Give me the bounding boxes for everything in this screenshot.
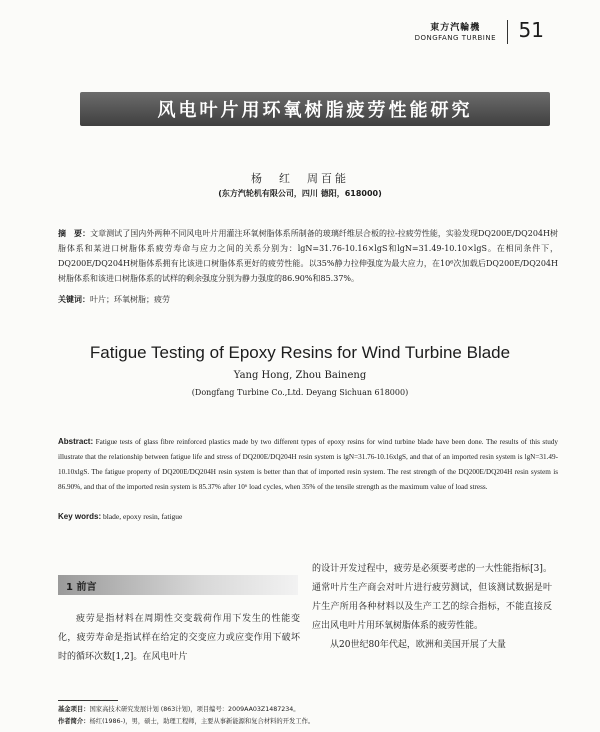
authors-en: Yang Hong, Zhou Baineng [233,370,367,381]
footnote-author [58,716,558,725]
affiliation-en: (Dongfang Turbine Co.,Ltd. Deyang Sichuan 618000) [191,388,409,397]
journal-name-cn: 東方汽輪機 [430,23,481,33]
page-number: 51 [518,18,544,42]
abstract-cn-text: 文章测试了国内外两种不同风电叶片用灌注环氧树脂体系所制备的玻璃纤维层合板的拉-拉疲劳性能，实验发现DQ200E/DQ204H树脂体系和某进口树脂体系疲劳寿命与应力之间的关系分别为：lgN=31.76-10.16×lgS和lgN=31.49-10.10×lgS。在相同条件下，DQ200E/DQ204H树脂体系拥有比该进口树脂体系更好的疲劳性能。以35%静力拉伸强度为最大应力，在10⁶次加载后DQ200E/DQ204H树脂体系和该进口树脂体系的试样的剩余强度分别为静力强度的86.90%和85.37%。 [58,229,559,283]
footnote-author-label: 作者简介： [58,718,90,725]
abstract-cn-label: 摘 要： [58,229,91,238]
abstract-cn [58,226,558,286]
keywords-cn-text: 叶片；环氧树脂；疲劳 [90,295,170,304]
footnote-fund [58,704,558,713]
footnote-rule [58,700,118,701]
body-right-paragraph-2: 从20世纪80年代起，欧洲和美国开展了大量 [330,640,506,650]
abstract-en [58,434,558,495]
journal-name-en: DONGFANG TURBINE [414,34,496,42]
paper-title-en: Fatigue Testing of Epoxy Resins for Wind Turbine Blade [89,343,511,362]
footnote-fund-label: 基金项目： [58,706,90,713]
footnote-author-text: 杨红(1986-)，男，硕士，助理工程师，主要从事新能源和复合材料的开发工作。 [89,718,315,725]
paper-title-cn: 风电叶片用环氧树脂疲劳性能研究 [157,100,473,121]
footnote-fund-text: 国家高技术研究发展计划 (863计划)，项目编号：2009AA03Z1487234。 [89,706,300,713]
body-right-column [312,560,552,655]
title-banner [80,92,550,126]
abstract-en-label: Abstract: [58,437,94,446]
abstract-en-text: Fatigue tests of glass fibre reinforced plastics made by two different types of epoxy resins for wind turbine blade have been done. The results of this study illustrate that the relationship between fatigue life and stress of DQ200E/DQ204H resin system is lgN=31.76-10.16xlgS, and that of an imported resin system is lgN=31.49- 10.10xlgS. The fatigue property of DQ200E/DQ204H resin system is better than that of imported resin system. The rest strength of the DQ200E/DQ204H resin system is 86.90%, and that of the imported resin system is 85.37% after 10⁶ load cycles, when 35% of the tensile strength as the maximum value of load stress. [58,438,558,491]
keywords-en [58,512,182,521]
section-heading-label: 1 前言 [66,581,97,593]
body-left-column: 疲劳是指材料在周期性交变载荷作用下发生的性能变化，疲劳寿命是指试样在给定的交变应力或应变作用下破坏时的循环次数[1,2]。在风电叶片 [58,614,300,662]
journal-logo [415,20,496,42]
header-divider [507,20,508,44]
keywords-en-text: blade, epoxy resin, fatigue [103,512,183,521]
body-right-paragraph-1: 的设计开发过程中，疲劳是必须要考虑的一大性能指标[3]。通常叶片生产商会对叶片进行疲劳测试，但该测试数据是叶片生产所用各种材料以及生产工艺的综合指标，不能直接反应出风电叶片用环氧树脂体系的疲劳性能。 [312,564,552,631]
keywords-cn-label: 关键词： [58,295,90,304]
section-heading [58,575,298,595]
keywords-en-label: Key words: [58,512,102,521]
authors-cn: 杨 红 周百能 [251,172,349,185]
affiliation-cn: (东方汽轮机有限公司，四川 德阳，618000) [218,189,382,198]
keywords-cn [58,294,558,305]
